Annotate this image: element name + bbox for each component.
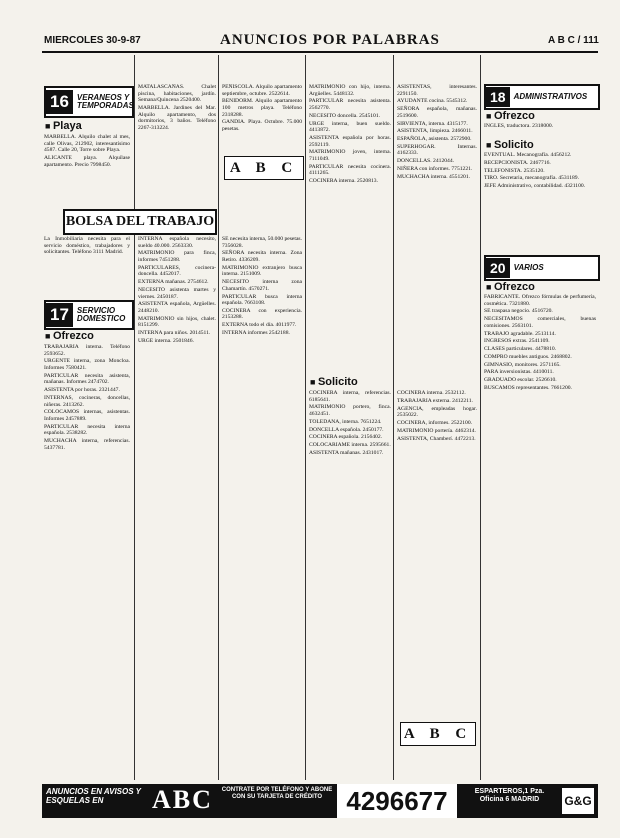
ad-item: EVENTUAL. Mecanografía. 4456212. <box>484 152 572 158</box>
section-name: ADMINISTRATIVOS <box>513 92 588 101</box>
ad-item: COCINERA con experiencia. 2153288. <box>222 307 302 321</box>
page-number: A B C / 111 <box>548 35 599 46</box>
ad-item: INGRESOS extras. 2541109. <box>484 338 550 345</box>
column-divider <box>480 55 481 780</box>
ad-item: INTERNA para niños. 2014511. <box>138 330 211 337</box>
ad-item: SE necesita interna, 50.000 pesetas. 7356028. <box>222 236 302 249</box>
ad-item: URGE interna. 2501846. <box>138 337 194 344</box>
section-number: 16 <box>46 90 73 114</box>
ad-item: La Inmobiliaria necesita para el servicio doméstico, trabajadores y solicitantes. Teléfono 3111 Madrid. <box>44 236 130 256</box>
section-number: 18 <box>486 87 510 107</box>
ads-column-4 <box>309 84 391 374</box>
ad-item: PARTICULARES, cocinera-doncella. 4452017. <box>138 264 216 278</box>
ad-item: ESPAÑOLA, asistenta. 2572900. <box>397 136 472 143</box>
ad-item: INTERNA informes 2542188. <box>222 330 290 337</box>
ad-item: URGE interna, buen sueldo. 4413872. <box>309 120 391 134</box>
ad-item: MUCHACHA interna, referencias. 5437781. <box>44 438 130 451</box>
ad-item: NECESITO interna zona Chamartín. 4570271. <box>222 279 302 292</box>
page-date: MIERCOLES 30-9-87 <box>44 35 141 46</box>
ad-item: ALICANTE playa. Alquílase apartamento. Precio 7998450. <box>44 154 130 168</box>
ad-item: GRADUADO escolar. 2526610. <box>484 377 557 384</box>
section-18-header <box>484 84 600 110</box>
ads-column-2 <box>138 236 216 780</box>
ad-item: TIRO. Secretaria, mecanografía. 4531189. <box>484 175 580 182</box>
section-16-header <box>44 86 134 118</box>
ad-item: PARTICULAR necesita asistenta, mañanas. Informes 2474702. <box>44 372 130 386</box>
ad-item: INTERNA española necesito, sueldo 40.000. 2563330. <box>138 236 216 249</box>
ad-item: SIRVIENTA, interna. 4315177. <box>397 120 468 127</box>
section-number: 17 <box>46 303 73 327</box>
ad-item: PARTICULAR necesita interna española. 2538282. <box>44 423 130 437</box>
ad-item: PEÑISCOLA. Alquilo apartamento septiembre, octubre. 2522614. <box>222 84 302 97</box>
ad-item: GANDIA. Playa. Octubre. 75.000 pesetas. <box>222 119 302 132</box>
ad-item: TOLEDANA, interna. 7651224. <box>309 418 382 425</box>
column-divider <box>305 55 306 780</box>
ad-item: PARTICULAR necesita cocinera. 4111265. <box>309 163 391 177</box>
subhead-ofrezco-admin: ■ Ofrezco <box>486 110 535 122</box>
section-name: VERANEOS Y TEMPORADAS <box>76 93 134 110</box>
ad-item: COCINERA interna. 2532112. <box>397 390 466 396</box>
ads-column-6-varios <box>484 294 596 780</box>
ad-item: SEÑORA española, mañanas. 2519600. <box>397 106 477 119</box>
ad-item: ASISTENTA, limpieza. 2466011. <box>397 128 473 135</box>
ad-item: TRABAJO agradable. 2513114. <box>484 330 556 337</box>
ad-item: NIÑERA con informes. 7751221. <box>397 166 473 173</box>
ad-item: MATRIMONIO con hijo, interna. Argüelles. 5448132. <box>309 84 391 97</box>
ad-item: DONCELLAS. 2412044. <box>397 158 455 165</box>
ad-item: MATRIMONIO sin hijos, chalet. 8151299. <box>138 315 216 329</box>
column-divider <box>218 55 219 780</box>
abc-logo-small: A B C <box>400 722 476 746</box>
section-20-header <box>484 255 600 281</box>
ad-item: BUSCAMOS representantes. 7661200. <box>484 385 572 391</box>
ads-column-6-admin <box>484 123 596 137</box>
ad-item: MATRIMONIO extranjero busca interna. 2151009. <box>222 264 302 278</box>
ad-item: MARBELLA. Jardines del Mar. Alquilo apartamento, dos dormitorios, 3 baños. Teléfono 2267-313224. <box>138 104 216 131</box>
ad-item: ASISTENTA mañanas. 2431017. <box>309 449 384 456</box>
ad-item: SE traspasa negocio. 4516720. <box>484 308 553 315</box>
ad-item: PARA inversionistas. 4410011. <box>484 369 554 376</box>
ad-item: ASISTENTA española por horas. 2592119. <box>309 134 391 148</box>
ad-item: MATRIMONIO portero, finca. 4632451. <box>309 404 391 417</box>
ad-item: MATRIMONIO para finca, informes 7451288. <box>138 250 216 263</box>
ads-column-3-top <box>222 84 302 154</box>
ad-item: COLOCARIAME interna. 2595661. <box>309 442 391 449</box>
ad-item: COCINERA española. 2156402. <box>309 434 383 441</box>
banner-phone-number: 4296677 <box>337 784 457 818</box>
bolsa-del-trabajo-banner: BOLSA DEL TRABAJO <box>63 209 217 235</box>
header-rule <box>42 51 598 53</box>
banner-left-text: ANUNCIOS EN AVISOS Y ESQUELAS EN <box>46 787 141 805</box>
abc-logo: A B C <box>224 156 304 180</box>
subhead-ofrezco: ■ Ofrezco <box>45 330 94 342</box>
ads-column-1 <box>44 344 130 780</box>
ad-item: ASISTENTA española, Argüelles. 2448210. <box>138 301 216 314</box>
ad-item: URGENTE interna, zona Moncloa. Informes 7580421. <box>44 358 130 371</box>
ad-item: MATRIMONIO portería. 4462314. <box>397 427 476 434</box>
ad-item: INGLES, traductora. 2318000. <box>484 123 554 129</box>
ad-item: COMPRO muebles antiguos. 2468802. <box>484 353 572 360</box>
ads-column-2-top <box>138 84 216 204</box>
ad-item: PARTICULAR busca interna española. 7663108. <box>222 293 302 307</box>
section-number: 20 <box>486 258 510 278</box>
ads-column-4-solicito <box>309 390 391 780</box>
ad-item: RECEPCIONISTA. 2467716. <box>484 159 551 166</box>
ad-item: PARTICULAR necesita asistenta. 2562770. <box>309 98 391 111</box>
ad-item: TRABAJARIA interna. Teléfono 2593652. <box>44 344 130 357</box>
ad-item: AGENCIA, empleadas hogar. 2535022. <box>397 405 477 419</box>
ad-item: COCINERA, informes. 2522100. <box>397 419 473 426</box>
ad-item: SUPERHOGAR. Internas. 4162333. <box>397 143 477 157</box>
ad-item: TELEFONISTA. 2535120. <box>484 167 545 174</box>
subhead-ofrezco-varios: ■ Ofrezco <box>486 281 535 293</box>
ad-item: MARBELLA. Alquilo chalet al mes, calle Olivas, 212902, interesantísimo 4587. Calle 20, Torre sobre Playa. <box>44 134 130 154</box>
ad-item: BENIDORM. Alquilo apartamento 100 metros playa. Teléfono 2318288. <box>222 98 302 118</box>
column-divider <box>393 55 394 780</box>
ad-item: COCINERA interna. 2520813. <box>309 178 378 185</box>
ad-item: NECESITO doncella. 2545101. <box>309 112 381 119</box>
subhead-solicito: ■ Solicito <box>310 376 358 388</box>
ad-item: MATALASCAÑAS. Chalet piscina, habitaciones, jardín. Semana/Quincena 2520400. <box>138 84 216 104</box>
banner-gg-logo: G&G <box>562 788 594 814</box>
ad-item: CLASES particulares. 4478810. <box>484 346 557 353</box>
banner-address: ESPARTEROS,1 Pza. Oficina 6 MADRID <box>474 788 545 803</box>
ad-item: INTERNAS, cocineras, doncellas, niñeras. 2413262. <box>44 394 130 408</box>
ad-item: DONCELLA española. 2450177. <box>309 426 384 433</box>
ads-column-6-admin-solicito <box>484 152 596 252</box>
section-name: VARIOS <box>513 263 544 272</box>
ad-item: COLOCAMOS internas, asistentas. Informes 2457889. <box>44 409 130 422</box>
ad-item: ASISTENTA, Chamberí. 4472213. <box>397 435 476 442</box>
ad-item: TRABAJARIA externa. 2412211. <box>397 397 473 404</box>
page-title: ANUNCIOS POR PALABRAS <box>220 32 440 48</box>
ad-item: JEFE Administrativo, contabilidad. 4321100. <box>484 183 586 190</box>
column-divider <box>134 55 135 780</box>
banner-abc-logo: ABC <box>152 785 213 814</box>
ad-item: FABRICANTE. Ofrezco fórmulas de perfumería, cosmética. 7321880. <box>484 294 596 307</box>
ads-column-1-intro <box>44 236 130 296</box>
ad-item: MUCHACHA interna. 4551201. <box>397 173 471 180</box>
ad-item: ASISTENTA por horas. 2321447. <box>44 387 120 394</box>
banner-contract-text: CONTRATE POR TELÉFONO Y ABONE CON SU TARJETA DE CRÉDITO <box>221 787 333 800</box>
ad-item: GIMNASIO, monitores. 2571165. <box>484 361 561 368</box>
ad-item: NECESITAMOS comerciales, buenas comisiones. 2563101. <box>484 316 596 329</box>
bottom-ad-banner <box>42 784 598 818</box>
section-17-header <box>44 300 134 330</box>
ads-column-3 <box>222 236 302 780</box>
section-name: SERVICIO DOMESTICO <box>76 306 126 323</box>
ad-item: EXTERNA todo el día. 4011977. <box>222 322 297 329</box>
ad-item: COCINERA interna, referencias. 6185641. <box>309 390 391 403</box>
ad-item: ASISTENTAS, interesantes. 2291150. <box>397 84 477 97</box>
ads-column-5 <box>397 84 477 384</box>
ad-item: EXTERNA mañanas. 2754612. <box>138 279 209 286</box>
subhead-solicito-admin: ■ Solicito <box>486 139 534 151</box>
ad-item: NECESITO asistenta martes y viernes. 2450187. <box>138 286 216 300</box>
ad-item: SEÑORA necesita interna. Zona Retiro. 4336209. <box>222 250 302 263</box>
subhead-playa: ■ Playa <box>45 120 82 132</box>
ad-item: MATRIMONIO joven, interna. 7111049. <box>309 149 391 162</box>
ads-column-5-solicito <box>397 390 477 690</box>
ads-column-playa <box>44 134 130 204</box>
ad-item: AYUDANTE cocina. 5545312. <box>397 98 468 105</box>
